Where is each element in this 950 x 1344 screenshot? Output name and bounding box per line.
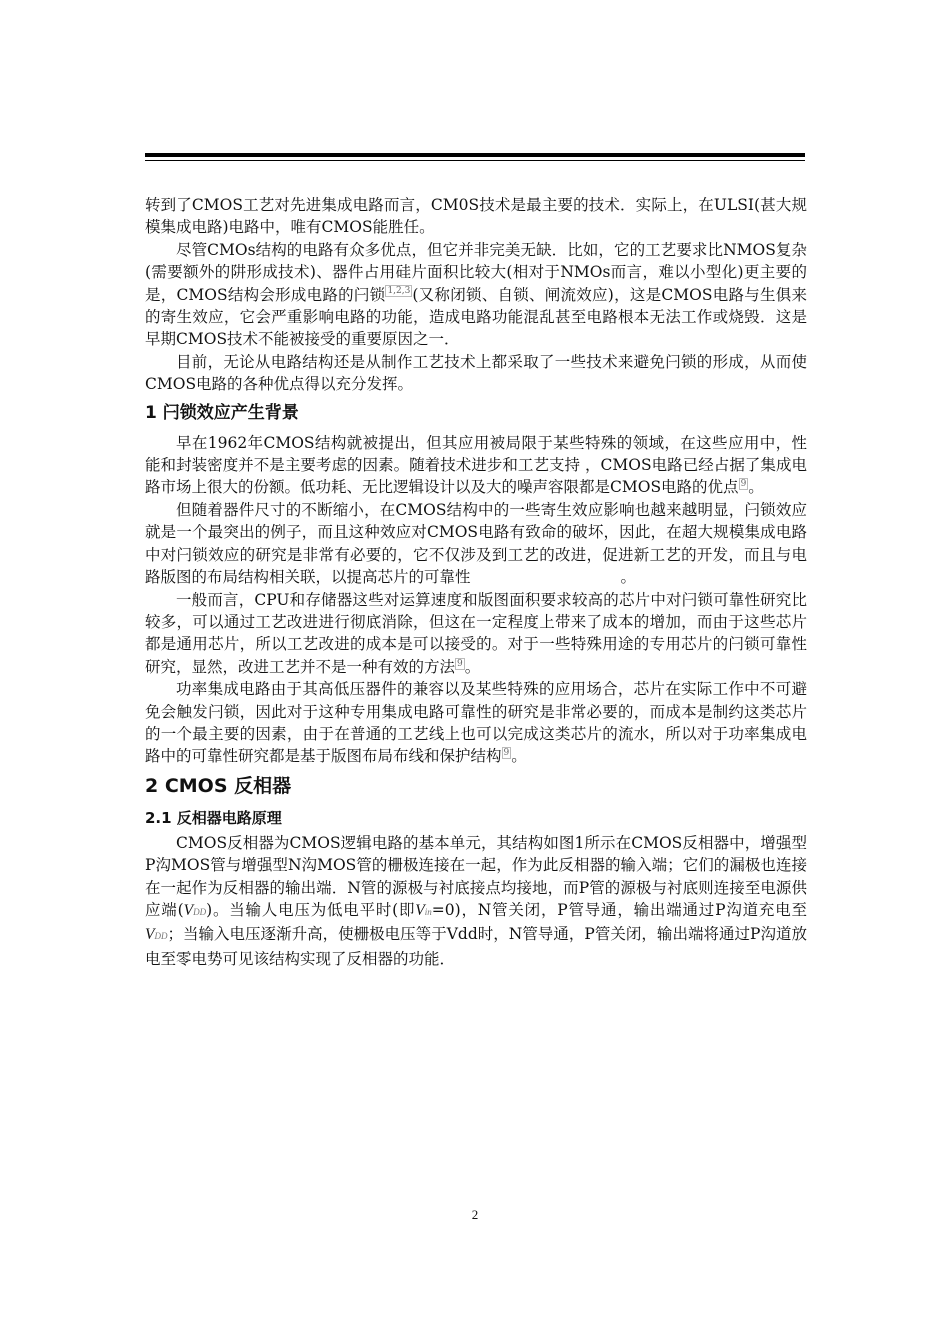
page-number: 2 — [471, 1207, 479, 1222]
citation-ref: 9 — [503, 748, 510, 759]
paragraph-7: 功率集成电路由于其高低压器件的兼容以及某些特殊的应用场合，芯片在实际工作中不可避免会触发闩锁，因此对于这种专用集成电路可靠性的研究是非常必要的，而成本是制约这类芯片的一个最主要的因素，由于在普通的工艺线上也可以完成这类芯片的流水，所以对于功率集成电路中的可靠性研究都是基于版图布局布线和保护结构 $^9$ 。 — [145, 680, 807, 766]
paragraph-5: 但随着器件尺寸的不断缩小，在CMOS结构中的一些寄生效应影响也越来越明显，闩锁效应就是一个最突出的例子，而且这种效应对CMOS电路有致命的破坏，因此，在超大规模集成电路中对闩锁效应的研究是非常有必要的，它不仅涉及到工艺的改进，促进新工艺的开发，而且与电路版图的布局结构相关联，以提高芯片的可靠性 。 — [145, 500, 807, 587]
vin-symbol: Vin — [415, 901, 432, 919]
vdd-symbol: VDD — [183, 901, 207, 919]
paragraph-3: 目前，无论从电路结构还是从制作工艺技术上都采取了一些技术来避免闩锁的形成，从而使CMOS电路的各种优点得以充分发挥。 — [145, 352, 807, 394]
paragraph-4: 早在1962年CMOS结构就被提出，但其应用被局限于某些特殊的领域，在这些应用中，性能和封装密度并不是主要考虑的因素。随着技术进步和工艺支持 ，CMOS电路已经占据了集成电路市场上很大的份额。低功耗、无比逻辑设计以及大的噪声容限都是CMOS电路的优点 $^9$ 。 — [145, 433, 807, 497]
paragraph-6: 一般而言，CPU和存储器这些对运算速度和版图面积要求较高的芯片中对闩锁可靠性研究比较多，可以通过工艺改进进行彻底消除，但这在一定程度上带来了成本的增加，而由于这些芯片都是通用芯片，所以工艺改进的成本是可以接受的。对于一些特殊用途的专用芯片的闩锁可靠性研究，显然，改进工艺并不是一种有效的方法 $^9$ 。 — [145, 590, 807, 676]
section-heading-2: 2 CMOS 反相器 — [145, 774, 292, 797]
header-rule-thick — [145, 153, 805, 157]
citation-ref: 9 — [740, 479, 747, 490]
paragraph-8: CMOS反相器为CMOS逻辑电路的基本单元，其结构如图1所示在CMOS反相器中，增强型P沟MOS管与增强型N沟MOS管的栅极连接在一起，作为此反相器的输入端；它们的漏极也连接在一起作为反相器的输出端．N管的源极与衬底接点均接地，而P管的源极与衬底则连接至电源供应端(VDD)。当输人电压为低电平时(即Vin=0)，N管关闭，P管导通，输出端通过P沟道充电至VDD；当输入电压逐渐升高，使栅极电压等于Vdd时，N管导通，P管关闭，输出端将通过P沟道放电至零电势可见该结构实现了反相器的功能． — [145, 833, 807, 968]
header-rule-thin — [145, 160, 805, 161]
citation-ref: 9 — [457, 658, 463, 669]
vdd-symbol: VDD — [145, 926, 168, 944]
section-heading-1: 1 闩锁效应产生背景 — [145, 402, 299, 423]
document-body — [145, 194, 807, 970]
subsection-heading-2-1: 2.1 反相器电路原理 — [145, 808, 282, 827]
citation-ref: 1,2,3 — [387, 286, 411, 297]
paragraph-2: 尽管CMOs结构的电路有众多优点，但它并非完美无缺．比如，它的工艺要求比NMOS复杂(需要额外的阱形成技术)、器件占用硅片面积比较大(相对于NMOs而言，难以小型化)更主要的是，CMOS结构会形成电路的闩锁 $^{1,2,3}$ (又称闭锁、自锁、闸流效应)，这是CMOS电路与生俱来的寄生效应，它会严重影响电路的功能，造成电路功能混乱甚至电路根本无法工作或烧毁．这是早期CMOS技术不能被接受的重要原因之一． — [145, 240, 808, 349]
paragraph-1: 转到了CMOS工艺对先进集成电路而言，CM0S技术是最主要的技术．实际上，在ULSI(甚大规模集成电路)电路中，唯有CMOS能胜任。 — [145, 196, 807, 237]
